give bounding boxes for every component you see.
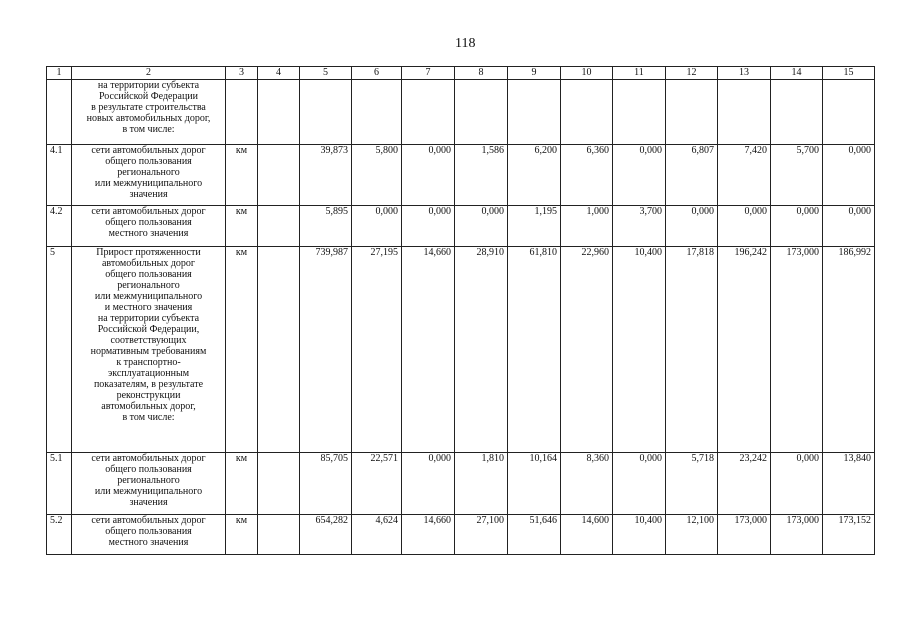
- column-number-12: 12: [666, 67, 718, 80]
- value-cell-col-11: 10,400: [613, 515, 666, 555]
- value-cell-col-14: 0,000: [771, 453, 823, 515]
- column-number-8: 8: [455, 67, 508, 80]
- value-cell-col-15: [823, 80, 875, 145]
- indicator-name-line: Прирост протяженности: [96, 247, 201, 258]
- value-cell-col-13: 173,000: [718, 515, 771, 555]
- value-cell-col-5: 654,282: [300, 515, 352, 555]
- indicator-name-line: регионального: [117, 475, 180, 486]
- value-cell-col-6: 0,000: [352, 206, 402, 247]
- indicator-name-line: общего пользования: [105, 217, 192, 228]
- value-cell-col-10: [561, 80, 613, 145]
- value-cell-col-12: 0,000: [666, 206, 718, 247]
- table-row: [47, 247, 875, 453]
- unit-cell: км: [226, 206, 258, 247]
- indicator-name-line: соответствующих: [110, 335, 187, 346]
- indicator-name-line: регионального: [117, 167, 180, 178]
- row-number: 5.1: [47, 453, 72, 515]
- column-number-14: 14: [771, 67, 823, 80]
- unit-cell: км: [226, 453, 258, 515]
- column-number-2: 2: [72, 67, 226, 80]
- value-cell-col-5: 739,987: [300, 247, 352, 453]
- value-cell-col-11: 0,000: [613, 145, 666, 206]
- value-cell-col-6: 4,624: [352, 515, 402, 555]
- column-number-15: 15: [823, 67, 875, 80]
- value-cell-col-8: 27,100: [455, 515, 508, 555]
- indicator-name-line: сети автомобильных дорог: [91, 515, 206, 526]
- indicator-name-line: Российской Федерации: [98, 91, 198, 102]
- indicator-name-line: автомобильных дорог: [101, 258, 196, 269]
- unit-cell: [226, 80, 258, 145]
- row-number: 5: [47, 247, 72, 453]
- value-cell-col-13: 23,242: [718, 453, 771, 515]
- column-4-cell: [258, 206, 300, 247]
- value-cell-col-10: 1,000: [561, 206, 613, 247]
- indicator-name-line: сети автомобильных дорог: [91, 206, 206, 217]
- indicator-name-line: сети автомобильных дорог: [91, 453, 206, 464]
- indicator-name: [72, 453, 226, 515]
- value-cell-col-9: 51,646: [508, 515, 561, 555]
- value-cell-col-14: 0,000: [771, 206, 823, 247]
- column-number-3: 3: [226, 67, 258, 80]
- column-number-5: 5: [300, 67, 352, 80]
- value-cell-col-13: 196,242: [718, 247, 771, 453]
- indicator-name-line: Российской Федерации,: [97, 324, 200, 335]
- indicator-name: [72, 80, 226, 145]
- indicator-name-line: регионального: [117, 280, 180, 291]
- column-4-cell: [258, 145, 300, 206]
- unit-cell: км: [226, 145, 258, 206]
- table-row: [47, 206, 875, 247]
- value-cell-col-7: [402, 80, 455, 145]
- indicator-name: [72, 206, 226, 247]
- value-cell-col-15: 173,152: [823, 515, 875, 555]
- value-cell-col-12: 5,718: [666, 453, 718, 515]
- column-number-6: 6: [352, 67, 402, 80]
- indicator-table: [46, 66, 875, 555]
- value-cell-col-8: [455, 80, 508, 145]
- value-cell-col-13: [718, 80, 771, 145]
- value-cell-col-13: 7,420: [718, 145, 771, 206]
- indicator-name-line: показателям, в результате: [93, 379, 204, 390]
- value-cell-col-6: [352, 80, 402, 145]
- indicator-name-line: нормативным требованиям: [90, 346, 207, 357]
- indicator-name-line: в том числе:: [122, 412, 175, 423]
- table-row: [47, 80, 875, 145]
- indicator-name-line: в том числе:: [122, 124, 175, 135]
- value-cell-col-7: 14,660: [402, 247, 455, 453]
- value-cell-col-9: 6,200: [508, 145, 561, 206]
- value-cell-col-7: 0,000: [402, 206, 455, 247]
- indicator-name-line: значения: [129, 497, 168, 508]
- indicator-name-line: к транспортно-: [116, 357, 181, 368]
- indicator-name: [72, 515, 226, 555]
- value-cell-col-15: 186,992: [823, 247, 875, 453]
- value-cell-col-12: [666, 80, 718, 145]
- column-number-10: 10: [561, 67, 613, 80]
- row-number: 4.2: [47, 206, 72, 247]
- value-cell-col-11: [613, 80, 666, 145]
- table-row: [47, 515, 875, 555]
- indicator-name: [72, 145, 226, 206]
- value-cell-col-6: 5,800: [352, 145, 402, 206]
- value-cell-col-7: 14,660: [402, 515, 455, 555]
- value-cell-col-6: 22,571: [352, 453, 402, 515]
- indicator-name-line: или межмуниципального: [94, 486, 203, 497]
- value-cell-col-12: 6,807: [666, 145, 718, 206]
- row-number: [47, 80, 72, 145]
- value-cell-col-9: [508, 80, 561, 145]
- value-cell-col-14: [771, 80, 823, 145]
- value-cell-col-8: 0,000: [455, 206, 508, 247]
- table-body: [47, 67, 875, 555]
- value-cell-col-10: 22,960: [561, 247, 613, 453]
- indicator-name-line: или межмуниципального: [94, 291, 203, 302]
- indicator-name-line: местного значения: [108, 537, 189, 548]
- column-number-9: 9: [508, 67, 561, 80]
- value-cell-col-7: 0,000: [402, 145, 455, 206]
- column-4-cell: [258, 80, 300, 145]
- value-cell-col-6: 27,195: [352, 247, 402, 453]
- indicator-name-line: общего пользования: [105, 269, 192, 280]
- column-number-11: 11: [613, 67, 666, 80]
- value-cell-col-7: 0,000: [402, 453, 455, 515]
- value-cell-col-8: 1,586: [455, 145, 508, 206]
- value-cell-col-5: 39,873: [300, 145, 352, 206]
- value-cell-col-10: 14,600: [561, 515, 613, 555]
- indicator-name-line: местного значения: [108, 228, 189, 239]
- column-number-row: [47, 67, 875, 80]
- value-cell-col-11: 3,700: [613, 206, 666, 247]
- value-cell-col-11: 0,000: [613, 453, 666, 515]
- indicator-name-line: общего пользования: [105, 526, 192, 537]
- indicator-name: [72, 247, 226, 453]
- indicator-name-line: и местного значения: [104, 302, 193, 313]
- value-cell-col-9: 1,195: [508, 206, 561, 247]
- value-cell-col-14: 173,000: [771, 247, 823, 453]
- value-cell-col-5: 85,705: [300, 453, 352, 515]
- indicator-name-line: автомобильных дорог,: [101, 401, 196, 412]
- value-cell-col-15: 0,000: [823, 206, 875, 247]
- table-row: [47, 453, 875, 515]
- indicator-name-line: сети автомобильных дорог: [91, 145, 206, 156]
- value-cell-col-12: 17,818: [666, 247, 718, 453]
- column-4-cell: [258, 453, 300, 515]
- column-number-1: 1: [47, 67, 72, 80]
- indicator-name-line: значения: [129, 189, 168, 200]
- column-number-13: 13: [718, 67, 771, 80]
- value-cell-col-14: 5,700: [771, 145, 823, 206]
- indicator-name-line: общего пользования: [105, 464, 192, 475]
- indicator-name-line: общего пользования: [105, 156, 192, 167]
- value-cell-col-15: 13,840: [823, 453, 875, 515]
- value-cell-col-8: 1,810: [455, 453, 508, 515]
- indicator-name-line: новых автомобильных дорог,: [86, 113, 211, 124]
- indicator-name-line: на территории субъекта: [97, 313, 200, 324]
- indicator-name-line: реконструкции: [116, 390, 181, 401]
- indicator-name-line: в результате строительства: [91, 102, 206, 113]
- value-cell-col-9: 10,164: [508, 453, 561, 515]
- value-cell-col-13: 0,000: [718, 206, 771, 247]
- value-cell-col-5: 5,895: [300, 206, 352, 247]
- row-number: 5.2: [47, 515, 72, 555]
- page-number: 118: [455, 36, 476, 51]
- value-cell-col-15: 0,000: [823, 145, 875, 206]
- column-4-cell: [258, 247, 300, 453]
- value-cell-col-12: 12,100: [666, 515, 718, 555]
- value-cell-col-14: 173,000: [771, 515, 823, 555]
- column-4-cell: [258, 515, 300, 555]
- column-number-7: 7: [402, 67, 455, 80]
- value-cell-col-10: 8,360: [561, 453, 613, 515]
- indicator-name-line: или межмуниципального: [94, 178, 203, 189]
- value-cell-col-10: 6,360: [561, 145, 613, 206]
- value-cell-col-8: 28,910: [455, 247, 508, 453]
- unit-cell: км: [226, 515, 258, 555]
- table-row: [47, 145, 875, 206]
- value-cell-col-11: 10,400: [613, 247, 666, 453]
- row-number: 4.1: [47, 145, 72, 206]
- value-cell-col-5: [300, 80, 352, 145]
- indicator-name-line: на территории субъекта: [97, 80, 200, 91]
- value-cell-col-9: 61,810: [508, 247, 561, 453]
- unit-cell: км: [226, 247, 258, 453]
- indicator-name-line: эксплуатационным: [107, 368, 190, 379]
- column-number-4: 4: [258, 67, 300, 80]
